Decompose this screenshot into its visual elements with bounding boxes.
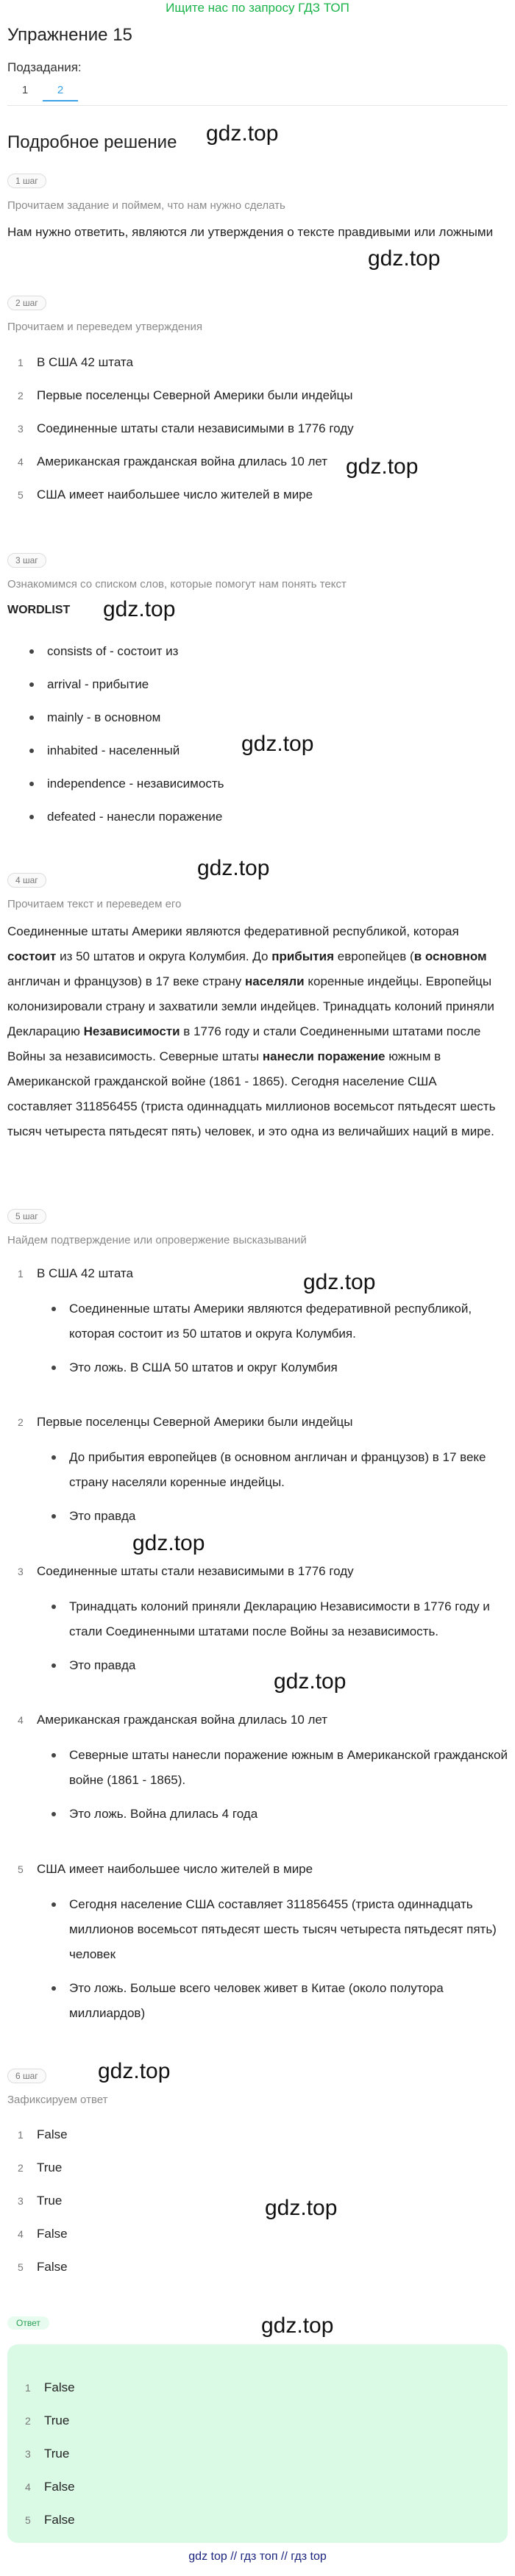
step-badge: 1 шаг bbox=[7, 174, 46, 188]
list-item: 5 False bbox=[18, 2259, 68, 2274]
list-item: mainly - в основном bbox=[0, 701, 508, 734]
list-item: independence - независимость bbox=[0, 767, 508, 800]
tab-2[interactable]: 2 bbox=[43, 81, 78, 101]
analysis-item: 1 В США 42 штата Соединенные штаты Америки являются федеративной республикой, которая состоит из 50 штатов и округа Колумбия. Это ложь. В США 50 штатов и округ Колумбия bbox=[18, 1266, 472, 1374]
search-banner: Ищите нас по запросу ГДЗ ТОП bbox=[166, 1, 349, 15]
list-item: defeated - нанесли поражение bbox=[0, 800, 508, 833]
list-item: 2 Первые поселенцы Северной Америки были индейцы bbox=[18, 388, 353, 402]
watermark: gdz.top bbox=[274, 1669, 347, 1694]
watermark: gdz.top bbox=[261, 2313, 334, 2338]
step-badge: 4 шаг bbox=[7, 873, 46, 888]
list-item: 4 False bbox=[25, 2479, 75, 2494]
list-item: 3 Соединенные штаты стали независимыми в 1776 году bbox=[18, 421, 354, 435]
list-item: 3 True bbox=[25, 2446, 70, 2461]
watermark: gdz.top bbox=[241, 732, 314, 756]
analysis-item: 2 Первые поселенцы Северной Америки были индейцы До прибытия европейцев (в основном англичан и французов) в 17 веке страну населяли коренные индейцы. Это правда bbox=[18, 1415, 486, 1523]
watermark: gdz.top bbox=[103, 597, 176, 621]
solution-title: Подробное решение bbox=[7, 132, 177, 152]
page-title: Упражнение 15 bbox=[7, 25, 132, 45]
tabs-divider bbox=[7, 105, 508, 106]
step-caption: Прочитаем и переведем утверждения bbox=[7, 321, 203, 333]
step-caption: Найдем подтверждение или опровержение высказываний bbox=[7, 1234, 307, 1246]
list-item: 3 True bbox=[18, 2193, 63, 2208]
list-item: 2 True bbox=[18, 2160, 63, 2174]
wordlist bbox=[0, 635, 508, 833]
wordlist-heading: WORDLIST bbox=[7, 604, 71, 616]
subtask-tabs bbox=[7, 81, 78, 101]
tab-1[interactable]: 1 bbox=[21, 84, 29, 96]
analysis-item: 3 Соединенные штаты стали независимыми в 1776 году Тринадцать колоний приняли Декларацию Независимости в 1776 году и стали Соединенными штатами после Войны за независимость. Это правда bbox=[18, 1564, 490, 1672]
step-caption: Прочитаем задание и поймем, что нам нужно сделать bbox=[7, 199, 285, 212]
watermark: gdz.top bbox=[98, 2059, 171, 2083]
watermark: gdz.top bbox=[206, 121, 279, 146]
answer-badge: Ответ bbox=[7, 2316, 49, 2330]
watermark: gdz.top bbox=[346, 454, 419, 479]
statements-list bbox=[7, 346, 502, 511]
list-item: arrival - прибытие bbox=[0, 668, 508, 701]
answer-list bbox=[7, 2118, 502, 2283]
watermark: gdz.top bbox=[265, 2196, 338, 2220]
step-caption: Прочитаем текст и переведем его bbox=[7, 898, 182, 910]
watermark: gdz.top bbox=[368, 246, 441, 271]
translated-text: Соединенные штаты Америки являются федеративной республикой, которая состоит из 50 штатов и округа Колумбия. До прибытия европейцев (в основном англичан и французов) в 17 веке страну населяли коренные индейцы. Европейцы колонизировали страну и захватили земли индейцев. Тринадцать колоний приняли Декларацию Независимости в 1776 году и стали Соединенными штатами после Войны за независимость. Северные штаты нанесли поражение южным в Американской гражданской войне (1861 - 1865). Сегодня население США составляет 311856455 (триста одиннадцать миллионов восемьсот пятьдесят шесть тысяч четыреста пятьдесят пять) человек, и это одна из величайших наций в мире. bbox=[7, 924, 496, 1138]
list-item: consists of - состоит из bbox=[0, 635, 508, 668]
list-item: 5 США имеет наибольшее число жителей в мире bbox=[18, 487, 313, 502]
analysis-item: 4 Американская гражданская война длилась 10 лет Северные штаты нанесли поражение южным в Американской гражданской войне (1861 - 1865). Это ложь. Война длилась 4 года bbox=[18, 1713, 508, 1821]
step-badge: 6 шаг bbox=[7, 2069, 46, 2083]
step-text: Нам нужно ответить, являются ли утверждения о тексте правдивыми или ложными bbox=[7, 225, 494, 239]
step-badge: 3 шаг bbox=[7, 553, 46, 568]
list-item: 1 False bbox=[25, 2380, 75, 2394]
watermark: gdz.top bbox=[132, 1531, 205, 1555]
step-badge: 2 шаг bbox=[7, 296, 46, 310]
step-caption: Ознакомимся со списком слов, которые помогут нам понять текст bbox=[7, 578, 347, 591]
step-badge: 5 шаг bbox=[7, 1209, 46, 1224]
list-item: 1 В США 42 штата bbox=[18, 354, 133, 369]
list-item: inhabited - населенный bbox=[0, 734, 508, 767]
footer-links[interactable]: gdz top // гдз топ // гдз top bbox=[188, 2550, 327, 2563]
list-item: 4 False bbox=[18, 2226, 68, 2241]
watermark: gdz.top bbox=[197, 856, 270, 880]
list-item: 1 False bbox=[18, 2127, 68, 2141]
analysis-item: 5 США имеет наибольшее число жителей в мире Сегодня население США составляет 311856455 (триста одиннадцать миллионов восемьсот пятьдесят шесть тысяч четыреста пятьдесят пять) человек Это ложь. Больше всего человек живет в Китае (около полутора миллиардов) bbox=[18, 1862, 497, 2020]
step-caption: Зафиксируем ответ bbox=[7, 2094, 108, 2106]
list-item: 2 True bbox=[25, 2413, 70, 2427]
watermark: gdz.top bbox=[303, 1270, 376, 1294]
list-item: 4 Американская гражданская война длилась 10 лет bbox=[18, 454, 328, 468]
subtasks-label: Подзадания: bbox=[7, 60, 82, 74]
list-item: 5 False bbox=[25, 2512, 75, 2527]
final-answer-list bbox=[15, 2371, 500, 2536]
